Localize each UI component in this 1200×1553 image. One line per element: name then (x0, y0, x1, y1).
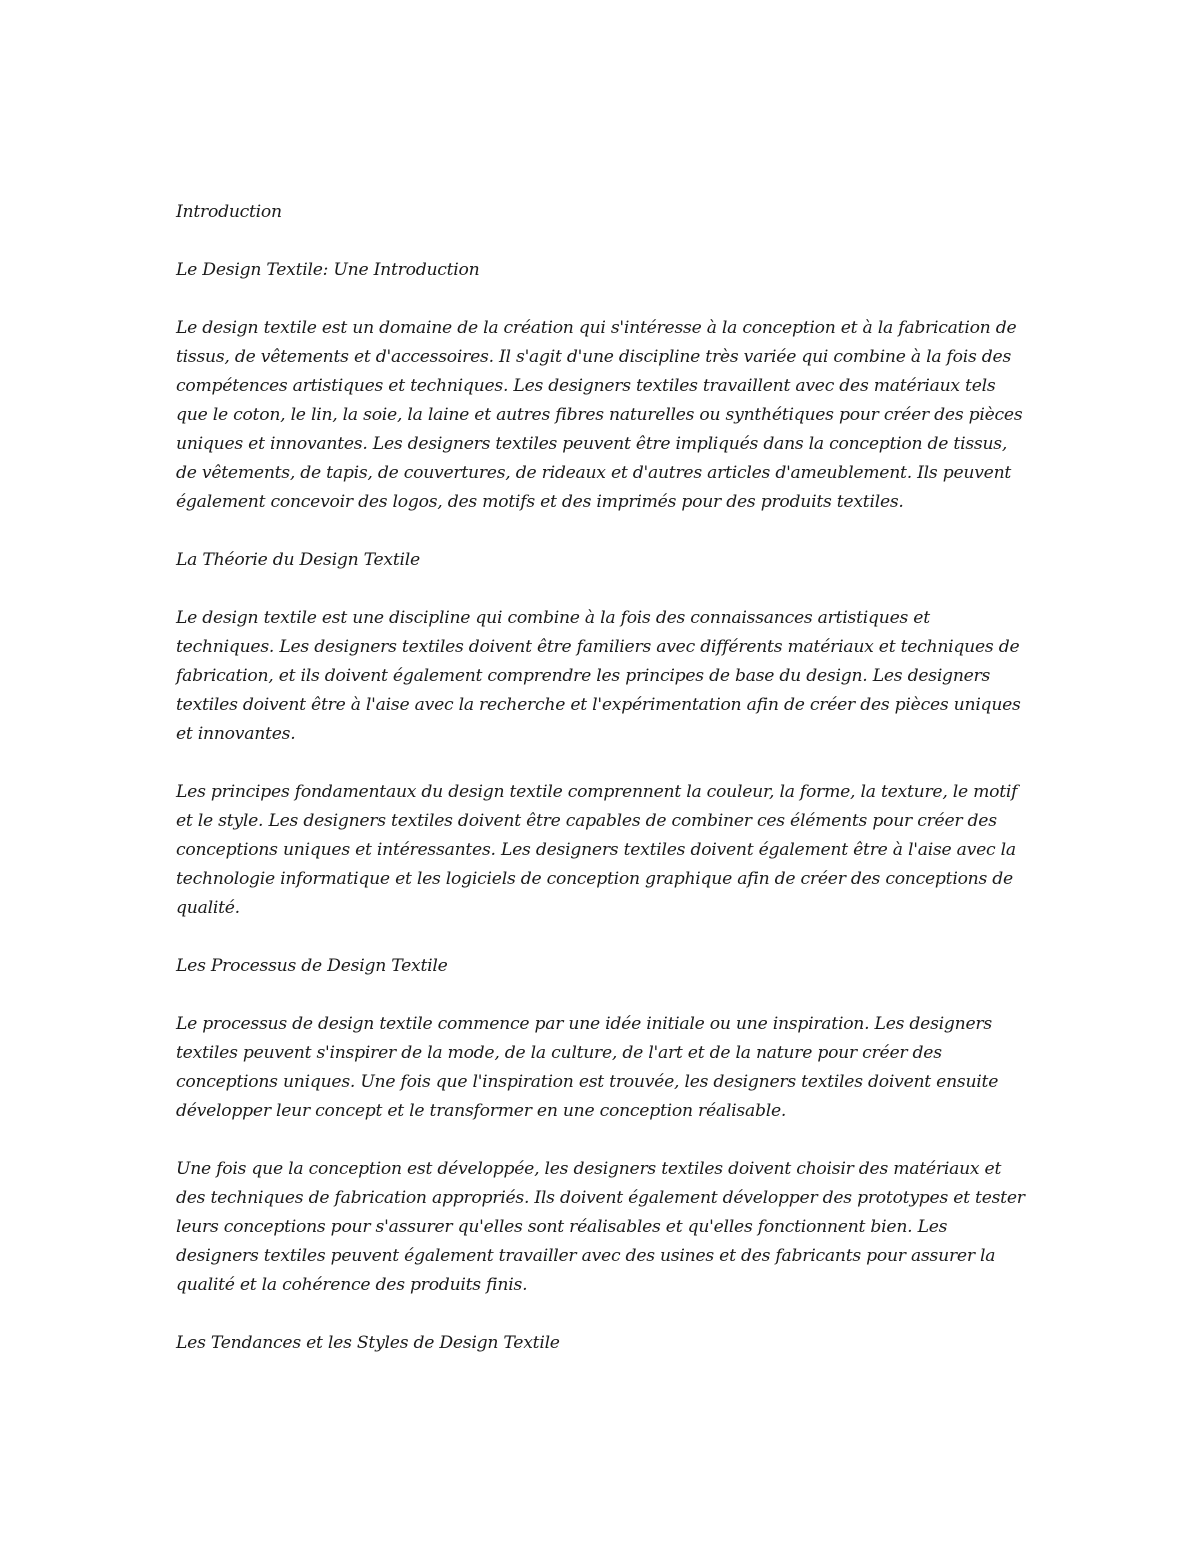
heading-le-design-textile: Le Design Textile: Une Introduction (176, 260, 480, 280)
paragraph-processus-2: Une fois que la conception est développée, les designers textiles doivent choisir des matériaux et des techniques de fabrication appropriés. Ils doivent également développer des prototypes et tester leurs conceptions pour s'assurer qu'elles sont réalisables et qu'elles fonctionnent bien. Les designers textiles peuvent également travailler avec des usines et des fabricants pour assurer la qualité et la cohérence des produits finis. (176, 1159, 1025, 1295)
heading-tendances: Les Tendances et les Styles de Design Textile (176, 1333, 560, 1353)
paragraph-intro: Le design textile est un domaine de la création qui s'intéresse à la conception et à la fabrication de tissus, de vêtements et d'accessoires. Il s'agit d'une discipline très variée qui combine à la fois des compétences artistiques et techniques. Les designers textiles travaillent avec des matériaux tels que le coton, le lin, la soie, la laine et autres fibres naturelles ou synthétiques pour créer des pièces uniques et innovantes. Les designers textiles peuvent être impliqués dans la conception de tissus, de vêtements, de tapis, de couvertures, de rideaux et d'autres articles d'ameublement. Ils peuvent également concevoir des logos, des motifs et des imprimés pour des produits textiles. (176, 318, 1023, 512)
paragraph-theorie-2: Les principes fondamentaux du design textile comprennent la couleur, la forme, la texture, le motif et le style. Les designers textiles doivent être capables de combiner ces éléments pour créer des conceptions uniques et intéressantes. Les designers textiles doivent également être à l'aise avec la technologie informatique et les logiciels de conception graphique afin de créer des conceptions de qualité. (176, 782, 1018, 918)
heading-theorie: La Théorie du Design Textile (176, 550, 420, 570)
heading-introduction: Introduction (176, 202, 282, 222)
paragraph-theorie-1: Le design textile est une discipline qui combine à la fois des connaissances artistiques et techniques. Les designers textiles doivent être familiers avec différents matériaux et techniques de fabrication, et ils doivent également comprendre les principes de base du design. Les designers textiles doivent être à l'aise avec la recherche et l'expérimentation afin de créer des pièces uniques et innovantes. (176, 608, 1021, 744)
paragraph-processus-1: Le processus de design textile commence par une idée initiale ou une inspiration. Les designers textiles peuvent s'inspirer de la mode, de la culture, de l'art et de la nature pour créer des conceptions uniques. Une fois que l'inspiration est trouvée, les designers textiles doivent ensuite développer leur concept et le transformer en une conception réalisable. (176, 1014, 999, 1121)
document-body (176, 198, 1028, 1387)
heading-processus: Les Processus de Design Textile (176, 956, 448, 976)
